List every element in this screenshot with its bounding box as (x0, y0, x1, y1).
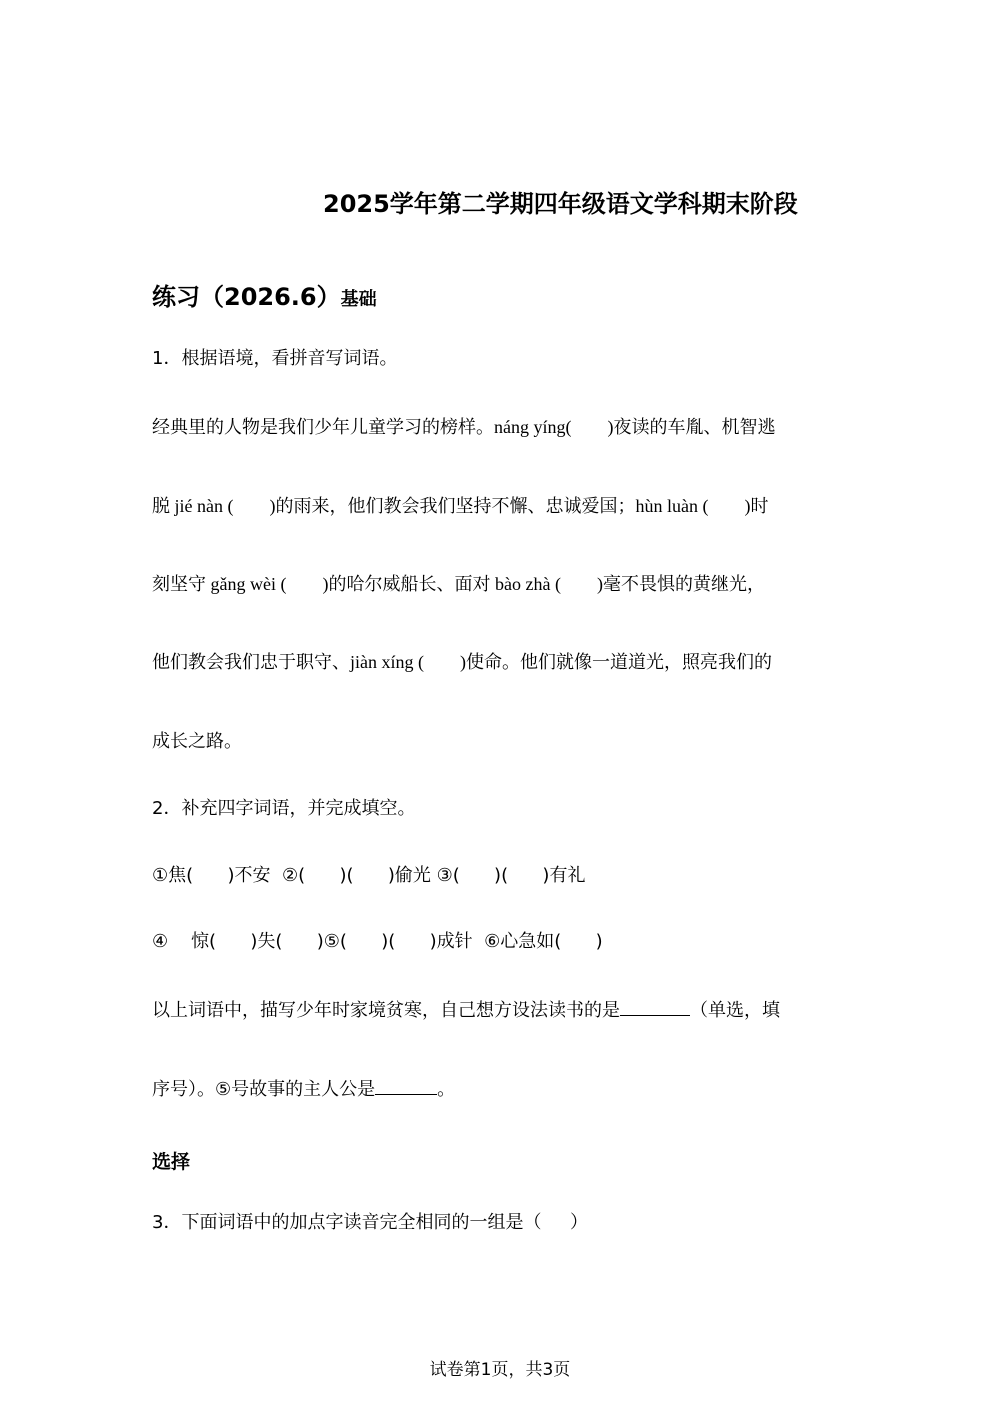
q1-line-2: 脱 jié nàn ( )的雨来，他们教会我们坚持不懈、忠诚爱国；hùn luàn ( )时 (152, 496, 769, 517)
answer-blank-2[interactable] (375, 1080, 437, 1095)
q1-line-4: 他们教会我们忠于职守、jiàn xíng ( )使命。他们就像一道道光，照亮我们的 (152, 652, 772, 673)
q2-fill-line-2: 序号）。⑤号故事的主人公是 。 (152, 1079, 456, 1100)
q1-line-1: 经典里的人物是我们少年儿童学习的榜样。náng yíng( )夜读的车胤、机智逃 (152, 417, 776, 438)
part-heading-basics: 基础 (340, 289, 377, 310)
section-heading-choice: 选择 (152, 1151, 191, 1173)
subtitle-main: 练习（2026.6） (152, 283, 341, 311)
q2-stem: 2．补充四字词语，并完成填空。 (152, 798, 416, 819)
q2-row-1: ①焦( )不安 ②( )( )偷光 ③( )( )有礼 (152, 865, 586, 886)
page-footer: 试卷第1页，共3页 (429, 1360, 571, 1380)
answer-blank-1[interactable] (620, 1001, 690, 1016)
q1-line-3: 刻坚守 gǎng wèi ( )的哈尔威船长、面对 bào zhà ( )毫不畏惧的黄继光， (152, 574, 765, 595)
exam-title: 2025学年第二学期四年级语文学科期末阶段 (323, 190, 798, 218)
exam-subtitle (152, 277, 377, 312)
q1-line-5: 成长之路。 (152, 731, 242, 752)
q3-stem: 3．下面词语中的加点字读音完全相同的一组是（ ） (152, 1212, 589, 1233)
q1-stem: 1．根据语境，看拼音写词语。 (152, 348, 398, 369)
q2-row-2: ④ 惊( )失( )⑤( )( )成针 ⑥心急如( ) (152, 931, 603, 952)
q2-fill-line-1: 以上词语中，描写少年时家境贫寒，自己想方设法读书的是 （单选，填 (152, 1000, 780, 1021)
